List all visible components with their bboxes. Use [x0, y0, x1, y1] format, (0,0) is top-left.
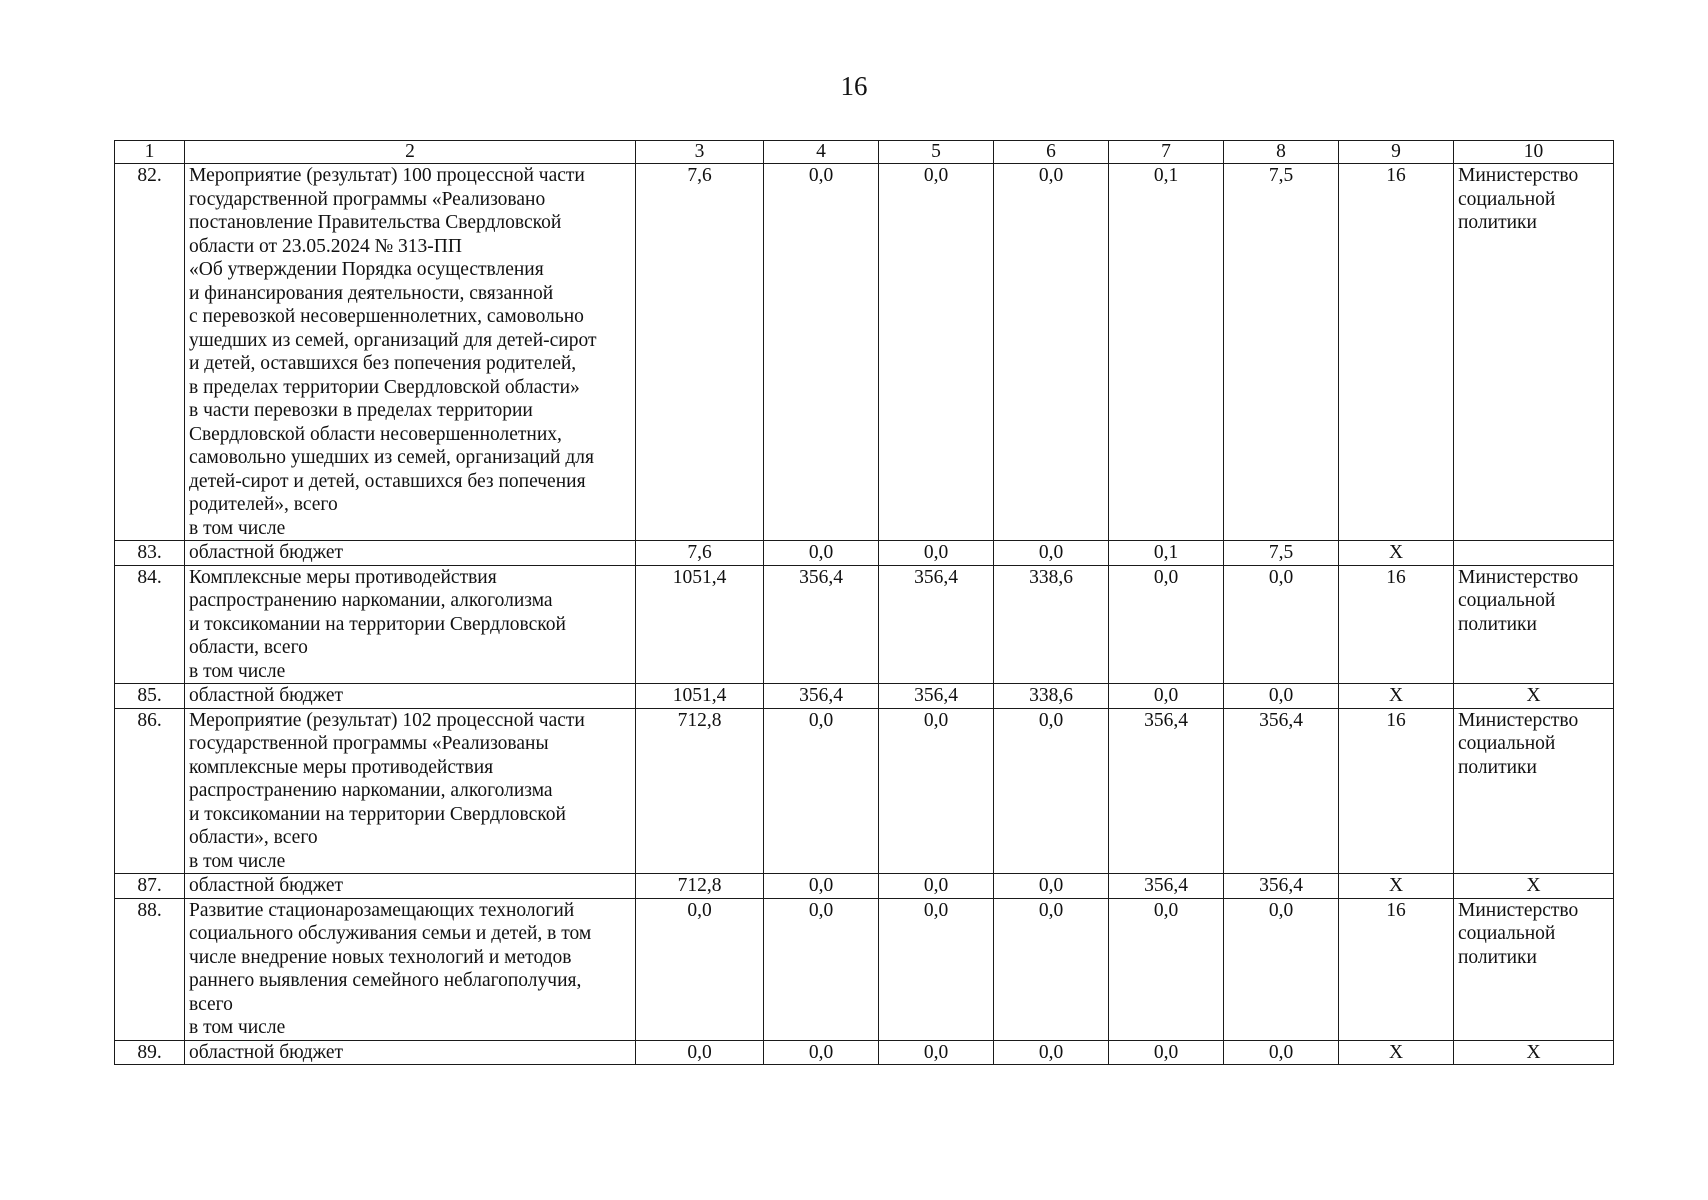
row-value-col-3: 7,6 [636, 541, 764, 566]
row-name-line: и финансирования деятельности, связанной [189, 282, 554, 304]
row-name-line: в том числе [189, 517, 286, 539]
row-name-line: комплексные меры противодействия [189, 756, 494, 778]
row-responsible [1454, 565, 1614, 684]
row-value-col-4: 0,0 [764, 874, 879, 899]
row-name-line: распространению наркомании, алкоголизма [189, 780, 553, 801]
row-name [185, 541, 636, 566]
row-name-line: в том числе [189, 1017, 286, 1038]
row-value-col-5: 0,0 [879, 898, 994, 1040]
table-row [115, 874, 1614, 899]
row-value-col-6: 0,0 [994, 708, 1109, 874]
row-name-line: Свердловской области несовершеннолетних, [189, 423, 562, 445]
table-row [115, 541, 1614, 566]
row-value-col-9: 16 [1339, 708, 1454, 874]
row-name-line: ушедших из семей, организаций для детей-сирот [189, 329, 597, 351]
row-number: 83. [115, 541, 185, 566]
row-responsible [1454, 708, 1614, 874]
row-name-line: детей-сирот и детей, оставшихся без попечения [189, 470, 586, 492]
row-number: 87. [115, 874, 185, 899]
row-value-col-5: 0,0 [879, 708, 994, 874]
row-value-col-7: 356,4 [1109, 708, 1224, 874]
row-value-col-4: 0,0 [764, 1040, 879, 1065]
row-name [185, 164, 636, 541]
row-name-line: постановление Правительства Свердловской [189, 212, 562, 233]
row-value-col-6: 0,0 [994, 1040, 1109, 1065]
row-name-line: области, всего [189, 637, 308, 658]
row-name-line: областной бюджет [189, 1041, 344, 1063]
row-value-col-5: 0,0 [879, 1040, 994, 1065]
row-responsible-line: социальной [1458, 188, 1556, 210]
row-value-col-8: 0,0 [1224, 684, 1339, 709]
row-value-col-3: 712,8 [636, 708, 764, 874]
column-header: 9 [1339, 141, 1454, 164]
row-value-col-8: 0,0 [1224, 565, 1339, 684]
row-responsible [1454, 541, 1614, 566]
row-name-line: в части перевозки в пределах территории [189, 400, 533, 421]
row-responsible [1454, 164, 1614, 541]
row-name-line: Развитие стационарозамещающих технологий [189, 899, 575, 921]
row-value-col-4: 356,4 [764, 565, 879, 684]
row-name-line: государственной программы «Реализованы [189, 733, 549, 754]
row-value-col-9: Х [1339, 541, 1454, 566]
row-name-line: распространению наркомании, алкоголизма [189, 590, 553, 611]
row-name-line: всего [189, 993, 233, 1015]
row-value-col-5: 356,4 [879, 684, 994, 709]
row-number: 82. [115, 164, 185, 541]
row-responsible-line: политики [1458, 613, 1537, 635]
row-value-col-6: 0,0 [994, 164, 1109, 541]
row-name-line: числе внедрение новых технологий и методов [189, 946, 572, 968]
row-value-col-9: 16 [1339, 164, 1454, 541]
row-responsible-line: Х [1526, 875, 1541, 896]
row-value-col-3: 0,0 [636, 898, 764, 1040]
row-name-line: государственной программы «Реализовано [189, 188, 546, 210]
row-value-col-7: 0,0 [1109, 684, 1224, 709]
row-name-line: «Об утверждении Порядка осуществления [189, 259, 544, 280]
row-number: 84. [115, 565, 185, 684]
row-number: 85. [115, 684, 185, 709]
row-value-col-9: Х [1339, 1040, 1454, 1065]
row-value-col-9: 16 [1339, 898, 1454, 1040]
row-value-col-6: 338,6 [994, 684, 1109, 709]
row-responsible-line: Министерство [1458, 566, 1579, 588]
row-value-col-5: 356,4 [879, 565, 994, 684]
row-value-col-3: 7,6 [636, 164, 764, 541]
row-value-col-9: Х [1339, 874, 1454, 899]
page-number: 16 [840, 71, 868, 101]
column-header: 5 [879, 141, 994, 164]
row-number: 88. [115, 898, 185, 1040]
column-header: 6 [994, 141, 1109, 164]
row-responsible-line: политики [1458, 756, 1537, 778]
table-row [115, 1040, 1614, 1065]
row-name [185, 874, 636, 899]
row-responsible [1454, 684, 1614, 709]
row-value-col-8: 0,0 [1224, 1040, 1339, 1065]
row-name [185, 898, 636, 1040]
row-responsible-line: социальной [1458, 590, 1556, 611]
row-value-col-3: 1051,4 [636, 565, 764, 684]
column-header: 7 [1109, 141, 1224, 164]
row-value-col-4: 0,0 [764, 708, 879, 874]
row-name-line: раннего выявления семейного неблагополучия, [189, 970, 582, 991]
row-value-col-7: 0,0 [1109, 565, 1224, 684]
row-value-col-3: 1051,4 [636, 684, 764, 709]
row-value-col-4: 356,4 [764, 684, 879, 709]
row-value-col-9: Х [1339, 684, 1454, 709]
row-responsible [1454, 1040, 1614, 1065]
row-name-line: областной бюджет [189, 875, 344, 896]
row-number: 86. [115, 708, 185, 874]
row-name-line: областной бюджет [189, 685, 344, 706]
row-value-col-9: 16 [1339, 565, 1454, 684]
row-value-col-7: 356,4 [1109, 874, 1224, 899]
row-responsible-line: социальной [1458, 733, 1556, 754]
row-value-col-8: 7,5 [1224, 541, 1339, 566]
row-name-line: Мероприятие (результат) 100 процессной части [189, 165, 585, 186]
row-responsible-line: Министерство [1458, 899, 1579, 921]
row-value-col-5: 0,0 [879, 164, 994, 541]
row-number: 89. [115, 1040, 185, 1065]
column-header: 8 [1224, 141, 1339, 164]
row-name-line: области», всего [189, 827, 318, 848]
row-value-col-5: 0,0 [879, 874, 994, 899]
row-responsible-line: Х [1526, 1041, 1541, 1063]
row-value-col-7: 0,1 [1109, 541, 1224, 566]
row-name-line: в том числе [189, 660, 286, 682]
row-responsible-line: социальной [1458, 923, 1556, 944]
row-name [185, 684, 636, 709]
row-name-line: области от 23.05.2024 № 313-ПП [189, 235, 462, 257]
row-name-line: в том числе [189, 850, 286, 872]
row-value-col-8: 7,5 [1224, 164, 1339, 541]
row-value-col-6: 0,0 [994, 898, 1109, 1040]
row-name-line: и токсикомании на территории Свердловской [189, 803, 566, 825]
table-header-row [115, 141, 1614, 164]
row-value-col-5: 0,0 [879, 541, 994, 566]
row-value-col-4: 0,0 [764, 541, 879, 566]
row-responsible [1454, 898, 1614, 1040]
column-header: 2 [185, 141, 636, 164]
row-value-col-3: 712,8 [636, 874, 764, 899]
row-name-line: родителей», всего [189, 494, 338, 515]
data-table [114, 140, 1614, 1065]
row-responsible-line: Министерство [1458, 165, 1579, 186]
row-responsible [1454, 874, 1614, 899]
row-value-col-8: 356,4 [1224, 874, 1339, 899]
column-header: 10 [1454, 141, 1614, 164]
row-value-col-8: 0,0 [1224, 898, 1339, 1040]
row-name-line: социального обслуживания семьи и детей, в том [189, 923, 592, 944]
table-row [115, 708, 1614, 874]
row-value-col-7: 0,0 [1109, 1040, 1224, 1065]
row-value-col-7: 0,1 [1109, 164, 1224, 541]
row-value-col-7: 0,0 [1109, 898, 1224, 1040]
row-responsible-line: Х [1526, 685, 1541, 706]
row-value-col-3: 0,0 [636, 1040, 764, 1065]
row-value-col-6: 338,6 [994, 565, 1109, 684]
row-name [185, 708, 636, 874]
table-row [115, 684, 1614, 709]
row-value-col-6: 0,0 [994, 541, 1109, 566]
row-name-line: и детей, оставшихся без попечения родителей, [189, 353, 577, 374]
row-value-col-4: 0,0 [764, 898, 879, 1040]
row-name-line: областной бюджет [189, 542, 344, 563]
row-name-line: Комплексные меры противодействия [189, 566, 497, 588]
row-responsible-line: политики [1458, 946, 1537, 968]
row-name-line: самовольно ушедших из семей, организаций для [189, 447, 594, 468]
column-header: 3 [636, 141, 764, 164]
row-name-line: в пределах территории Свердловской области» [189, 376, 580, 398]
row-name-line: Мероприятие (результат) 102 процессной части [189, 709, 585, 731]
row-name [185, 565, 636, 684]
column-header: 4 [764, 141, 879, 164]
table-row [115, 565, 1614, 684]
row-name-line: и токсикомании на территории Свердловской [189, 613, 566, 635]
row-responsible-line: Министерство [1458, 709, 1579, 731]
row-value-col-6: 0,0 [994, 874, 1109, 899]
row-name-line: с перевозкой несовершеннолетних, самовольно [189, 306, 584, 327]
row-value-col-4: 0,0 [764, 164, 879, 541]
table-row [115, 898, 1614, 1040]
row-name [185, 1040, 636, 1065]
row-responsible-line: политики [1458, 212, 1537, 233]
column-header: 1 [115, 141, 185, 164]
table-row [115, 164, 1614, 541]
row-value-col-8: 356,4 [1224, 708, 1339, 874]
